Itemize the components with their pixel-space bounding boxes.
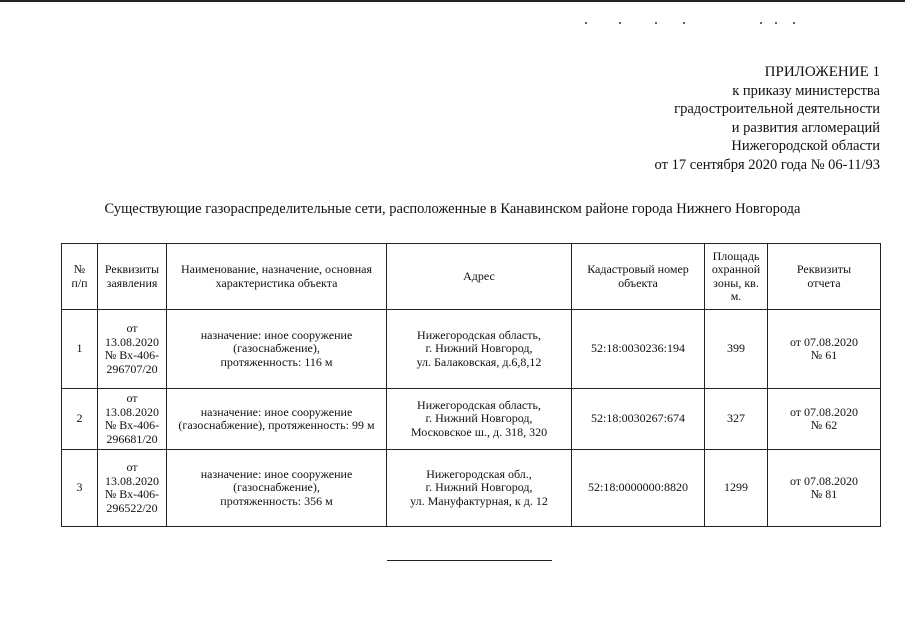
header-application: Реквизиты заявления [98,244,167,310]
scan-top-edge [0,0,905,2]
cell-application: от 13.08.2020 № Вх-406- 296707/20 [98,310,167,389]
cell-cadastral: 52:18:0000000:8820 [572,450,705,527]
header-cadastral: Кадастровый номер объекта [572,244,705,310]
cell-address: Нижегородская область, г. Нижний Новгород, Московское ш., д. 318, 320 [387,389,572,450]
scan-speck [760,22,762,24]
scan-speck [619,22,621,24]
appendix-order-date: от 17 сентября 2020 года № 06-11/93 [654,156,880,173]
appendix-line: градостроительной деятельности [674,101,880,117]
scan-specks [0,22,905,26]
table-row [62,450,881,527]
scan-speck [683,22,685,24]
header-name: Наименование, назначение, основная характеристика объекта [167,244,387,310]
cell-area: 1299 [705,450,768,527]
appendix-line: и развития агломераций [731,119,880,136]
cell-area: 399 [705,310,768,389]
cell-address: Нижегородская область, г. Нижний Новгород, ул. Балаковская, д.6,8,12 [387,310,572,389]
table-header-row [62,244,881,310]
cell-name: назначение: иное сооружение (газоснабжение), протяженность: 356 м [167,450,387,527]
cell-name: назначение: иное сооружение (газоснабжение), протяженность: 116 м [167,310,387,389]
cell-cadastral: 52:18:0030267:674 [572,389,705,450]
header-address: Адрес [387,244,572,310]
scan-speck [585,22,587,24]
cell-num: 2 [62,389,98,450]
gas-networks-table [61,243,881,527]
cell-report: от 07.08.2020 № 62 [768,389,881,450]
cell-num: 1 [62,310,98,389]
cell-num: 3 [62,450,98,527]
scan-speck [655,22,657,24]
cell-application: от 13.08.2020 № Вх-406- 296522/20 [98,450,167,527]
cell-area: 327 [705,389,768,450]
document-title: Существующие газораспределительные сети, расположенные в Канавинском районе города Нижнего Новгорода [104,201,801,217]
appendix-line: Нижегородской области [731,138,880,154]
cell-address: Нижегородская обл., г. Нижний Новгород, ул. Мануфактурная, к д. 12 [387,450,572,527]
appendix-line: к приказу министерства [732,82,880,99]
appendix-number: ПРИЛОЖЕНИЕ 1 [764,64,880,80]
cell-application: от 13.08.2020 № Вх-406- 296681/20 [98,389,167,450]
end-separator-line [387,560,552,561]
cell-cadastral: 52:18:0030236:194 [572,310,705,389]
header-num: № п/п [62,244,98,310]
table-row [62,389,881,450]
header-area: Площадь охранной зоны, кв. м. [705,244,768,310]
header-report: Реквизиты отчета [768,244,881,310]
cell-report: от 07.08.2020 № 81 [768,450,881,527]
scan-speck [775,22,777,24]
appendix-header [655,63,880,174]
cell-name: назначение: иное сооружение (газоснабжение), протяженность: 99 м [167,389,387,450]
table-row [62,310,881,389]
cell-report: от 07.08.2020 № 61 [768,310,881,389]
scan-speck [793,22,795,24]
